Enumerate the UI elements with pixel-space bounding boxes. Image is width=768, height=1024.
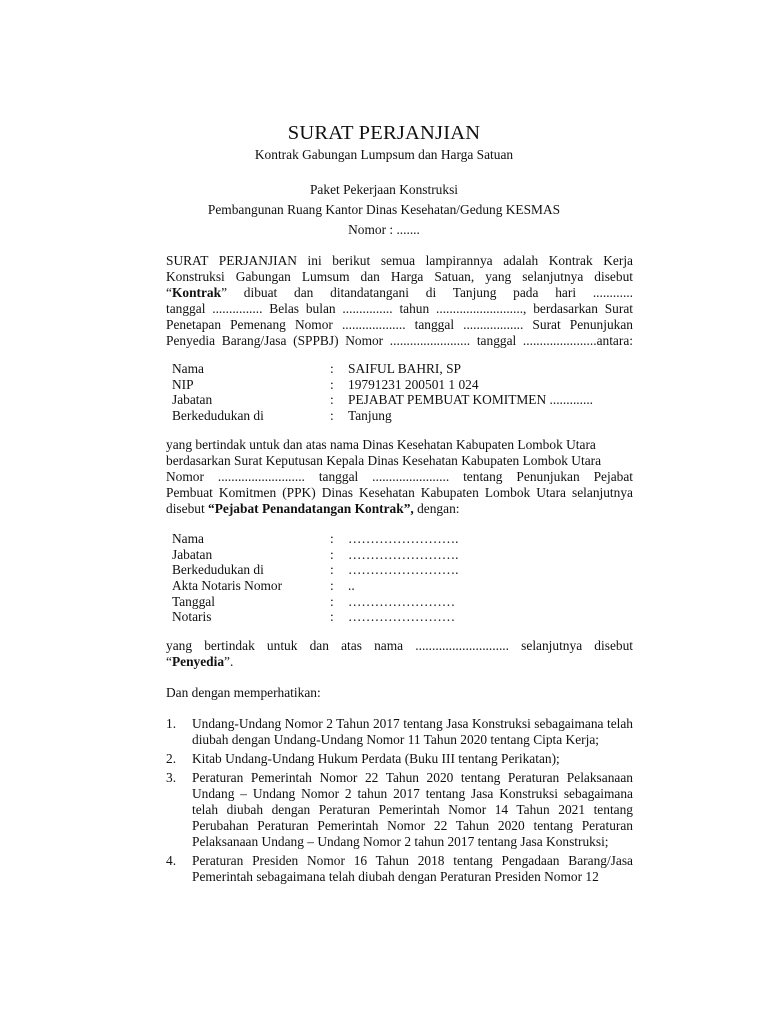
memperhatikan-line: Dan dengan memperhatikan: [166, 685, 321, 700]
intro-line: Penetapan Pemenang Nomor ................... tanggal .................. Surat Penunjukan [166, 317, 633, 332]
party1-table [172, 361, 632, 424]
party2-row: Nama : ……………………. [172, 531, 459, 546]
party1-row: Nama : SAIFUL BAHRI, SP [172, 361, 461, 376]
nomor-line: Nomor : ....... [348, 222, 420, 237]
para-ppk [166, 437, 633, 517]
party2-row: Notaris : …………………… [172, 609, 456, 625]
para-penyedia [166, 638, 633, 670]
intro-line: Penyedia Barang/Jasa (SPPBJ) Nomor ........................ tanggal ......................antara: [166, 333, 633, 348]
paket-line-1: Paket Pekerjaan Konstruksi [309, 182, 458, 197]
ppk-line: berdasarkan Surat Keputusan Kepala Dinas Kesehatan Kabupaten Lombok Utara [166, 453, 602, 468]
party2-table [172, 531, 632, 625]
ppk-line: disebut “Pejabat Penandatangan Kontrak”, dengan: [166, 501, 460, 516]
ppk-line: Nomor .......................... tanggal ....................... tentang Penunjukan Pejabat [166, 469, 633, 484]
intro-paragraph [166, 253, 633, 349]
para-memperhatikan [166, 685, 633, 701]
ppk-line: yang bertindak untuk dan atas nama Dinas Kesehatan Kabupaten Lombok Utara [166, 437, 596, 452]
penyedia-line: yang bertindak untuk dan atas nama ............................ selanjutnya disebut [166, 638, 633, 653]
penyedia-line: “Penyedia”. [166, 654, 234, 669]
party1-row: NIP : 19791231 200501 1 024 [172, 376, 479, 392]
party1-row: Berkedudukan di : Tanjung [172, 408, 392, 424]
intro-line: “Kontrak” dibuat dan ditandatangani di Tanjung pada hari ............ [166, 285, 633, 300]
intro-line: tanggal ............... Belas bulan ............... tahun .........................., berdasarkan Surat [166, 301, 633, 316]
list-item: 2. Kitab Undang-Undang Hukum Perdata (Buku III tentang Perikatan); [166, 751, 560, 766]
party2-row: Berkedudukan di : ……………………. [172, 562, 459, 578]
party2-row: Tanggal : …………………… [172, 593, 456, 609]
legal-basis-list [166, 716, 633, 888]
list-item: 1. Undang-Undang Nomor 2 Tahun 2017 tentang Jasa Konstruksi sebagaimana telah diubah dengan Undang-Undang Nomor 11 Tahun 2020 tentang Cipta Kerja; [166, 716, 633, 747]
list-item: 4. Peraturan Presiden Nomor 16 Tahun 2018 tentang Pengadaan Barang/Jasa Pemerintah sebagaimana telah diubah dengan Peraturan Presiden Nomor 12 [166, 853, 633, 884]
list-item: 3. Peraturan Pemerintah Nomor 22 Tahun 2020 tentang Peraturan Pelaksanaan Undang – Undang Nomor 2 tahun 2017 tentang Jasa Konstruksi sebagaimana telah diubah dengan Peraturan Pemerintah Nomor 14 Tahun 2021 tentang Perubahan Peraturan Pemerintah Nomor 22 Tahun 2020 tentang Peraturan Pelaksanaan Undang – Undang Nomor 2 tahun 2017 tentang Jasa Konstruksi; [166, 770, 633, 849]
ppk-line: Pembuat Komitmen (PPK) Dinas Kesehatan Kabupaten Lombok Utara selanjutnya [166, 485, 633, 500]
kontrak-term: Kontrak [171, 285, 222, 300]
pejabat-term: “Pejabat Penandatangan Kontrak”, [208, 501, 414, 516]
penyedia-term: Penyedia [171, 654, 225, 669]
intro-line: SURAT PERJANJIAN ini berikut semua lampirannya adalah Kontrak Kerja [166, 253, 633, 268]
paket-block [0, 180, 768, 240]
party2-row: Jabatan : ……………………. [172, 546, 459, 562]
party1-row: Jabatan : PEJABAT PEMBUAT KOMITMEN ............. [172, 392, 594, 408]
paket-line-2: Pembangunan Ruang Kantor Dinas Kesehatan/Gedung KESMAS [207, 202, 561, 217]
party2-row: Akta Notaris Nomor : .. [172, 578, 355, 594]
intro-line: Konstruksi Gabungan Lumsum dan Harga Satuan, yang selanjutnya disebut [166, 269, 633, 284]
document-subtitle: Kontrak Gabungan Lumpsum dan Harga Satuan [254, 147, 514, 162]
document-title: SURAT PERJANJIAN [287, 122, 481, 144]
